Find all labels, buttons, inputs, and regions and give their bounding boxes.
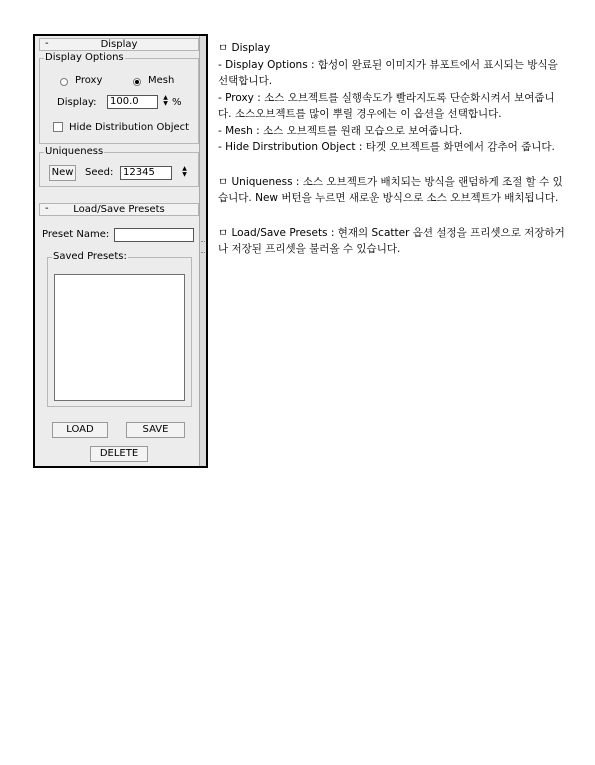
display-percent-input[interactable]: 100.0 [107,95,158,109]
hide-distribution-desc: - Hide Dirstribution Object : 타겟 오브젝트를 화면에서 감추어 줍니다. [218,141,555,153]
panel-scrollbar[interactable] [199,36,206,466]
presets-rollout-title: Load/Save Presets [73,204,165,215]
display-heading: ㅁ Display [218,42,271,54]
hide-distribution-label: Hide Distribution Object [69,122,190,133]
delete-button[interactable]: DELETE [90,446,148,462]
collapse-icon: - [45,38,49,49]
preset-name-input[interactable] [114,228,194,242]
seed-label: Seed: [85,167,114,178]
seed-spinner[interactable]: ▲ ▼ [182,165,187,178]
display-section [218,40,568,156]
mesh-radio[interactable] [133,78,141,86]
load-button[interactable]: LOAD [52,422,108,438]
preset-name-label: Preset Name: [42,229,110,240]
display-spinner[interactable]: ▲ ▼ [163,94,168,107]
scrollbar-grip[interactable] [201,241,205,253]
display-options-legend: Display Options [45,52,124,63]
display-percent-label: Display: [57,97,97,108]
presets-desc: ㅁ Load/Save Presets : 현재의 Scatter 옵션 설정을 프리셋으로 저장하거나 저장된 프리셋을 불러올 수 있습니다. [218,226,565,255]
new-seed-button[interactable]: New [49,165,76,181]
display-options-group [39,52,199,144]
percent-unit: % [172,97,182,108]
proxy-desc: - Proxy : 소스 오브젝트를 실행속도가 빨라지도록 단순화시켜서 보여줍니다. 소스오브젝트를 많이 뿌릴 경우에는 이 옵션을 선택합니다. [218,91,555,120]
display-rollout-title: Display [100,39,138,50]
save-button[interactable]: SAVE [126,422,185,438]
description-text [218,40,568,276]
proxy-radio[interactable] [60,78,68,86]
uniqueness-legend: Uniqueness [45,146,104,157]
display-rollout-header[interactable] [39,38,199,51]
uniqueness-section [218,174,568,207]
saved-presets-group [47,251,192,407]
saved-presets-list[interactable] [54,274,185,401]
proxy-label: Proxy [75,75,103,86]
mesh-label: Mesh [148,75,175,86]
mesh-desc: - Mesh : 소스 오브젝트를 원래 모습으로 보여줍니다. [218,124,463,137]
scatter-display-panel [33,34,208,468]
uniqueness-group [39,146,199,187]
collapse-icon: - [45,203,49,214]
seed-input[interactable]: 12345 [120,166,172,180]
hide-distribution-checkbox[interactable] [53,122,63,132]
uniqueness-desc: ㅁ Uniqueness : 소스 오브젝트가 배치되는 방식을 랜덤하게 조절 할 수 있습니다. New 버턴을 누르면 새로운 방식으로 소스 오브젝트가 배치됩니다. [218,175,563,204]
presets-section [218,225,568,258]
presets-rollout-header[interactable] [39,203,199,216]
display-options-desc: - Display Options : 합성이 완료된 이미지가 뷰포트에서 표시되는 방식을 선택합니다. [218,58,558,87]
saved-presets-legend: Saved Presets: [53,251,127,262]
